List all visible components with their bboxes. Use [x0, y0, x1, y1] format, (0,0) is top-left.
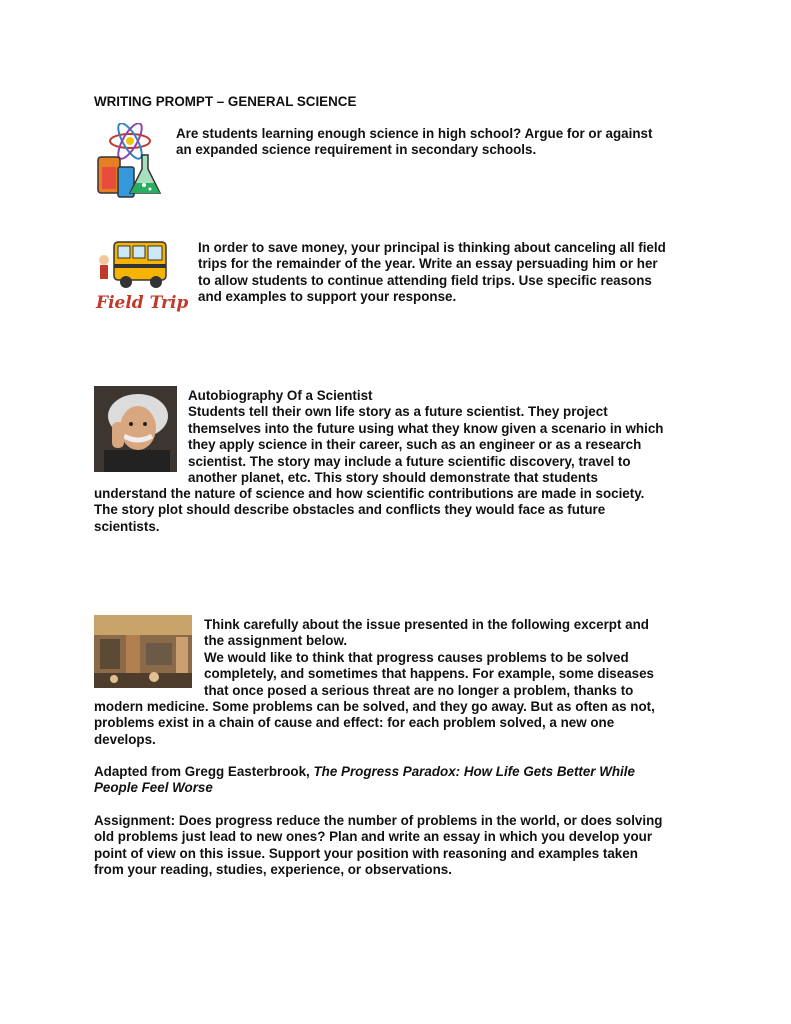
- source-title: People Feel Worse: [94, 780, 213, 796]
- prompt3-line: understand the nature of science and how scientific contributions are made in society.: [94, 486, 645, 501]
- prompt2-line: trips for the remainder of the year. Write an essay persuading him or her: [198, 256, 658, 272]
- prompt4-line: We would like to think that progress causes problems to be solved: [204, 649, 629, 665]
- factory-photo-icon: [94, 615, 192, 688]
- prompt4-line: develops.: [94, 731, 156, 747]
- assignment-line: point of view on this issue. Support your position with reasoning and examples taken: [94, 845, 638, 861]
- prompt3-line: scientist. The story may include a future scientific discovery, travel to: [188, 453, 631, 469]
- prompt2-line: and examples to support your response.: [198, 289, 457, 305]
- prompt3-line: another planet, etc. This story should demonstrate that students: [188, 470, 598, 486]
- page-title: WRITING PROMPT – GENERAL SCIENCE: [94, 94, 357, 109]
- field-trips-caption: Field Trips: [96, 293, 188, 312]
- source-title: The Progress Paradox: How Life Gets Better While: [313, 764, 635, 779]
- prompt4-line: Think carefully about the issue presented in the following excerpt and: [204, 617, 649, 632]
- prompt3-line: scientists.: [94, 518, 160, 534]
- science-lab-clipart-icon: [94, 123, 166, 203]
- prompt3-line: Students tell their own life story as a future scientist. They project: [188, 404, 608, 420]
- assignment-line: from your reading, studies, experience, or observations.: [94, 862, 452, 878]
- source-citation: [94, 764, 734, 797]
- prompt4-line: problems exist in a chain of cause and effect: for each problem solved, a new one: [94, 715, 615, 731]
- prompt2-line: In order to save money, your principal is thinking about canceling all field: [198, 240, 666, 255]
- prompt3-line: they apply science in their career, such as an engineer or as a research: [188, 437, 642, 453]
- scientist-portrait-photo-icon: [94, 386, 177, 472]
- prompt3-heading: Autobiography Of a Scientist: [188, 388, 373, 403]
- prompt3-line: themselves into the future using what they know given a scenario in which: [188, 420, 664, 436]
- source-prefix: Adapted from Gregg Easterbrook,: [94, 764, 314, 779]
- prompt1-line: Are students learning enough science in high school? Argue for or against: [176, 126, 653, 141]
- prompt4-line: completely, and sometimes that happens. For example, some diseases: [204, 666, 654, 682]
- prompt4-line: that once posed a serious threat are no longer a problem, thanks to: [204, 682, 634, 698]
- assignment-line: Assignment: Does progress reduce the number of problems in the world, or does solving: [94, 813, 663, 828]
- prompt1-line: an expanded science requirement in secondary schools.: [176, 142, 537, 158]
- prompt4-line: modern medicine. Some problems can be solved, and they go away. But as often as not,: [94, 699, 655, 714]
- assignment-line: old problems just lead to new ones? Plan and write an essay in which you develop your: [94, 829, 653, 845]
- prompt3-line: The story plot should describe obstacles and conflicts they would face as future: [94, 502, 606, 518]
- prompt2-line: to allow students to continue attending field trips. Use specific reasons: [198, 272, 652, 288]
- prompt4-line: the assignment below.: [204, 633, 348, 649]
- assignment-paragraph: [94, 813, 734, 879]
- school-bus-clipart-icon: [94, 238, 188, 312]
